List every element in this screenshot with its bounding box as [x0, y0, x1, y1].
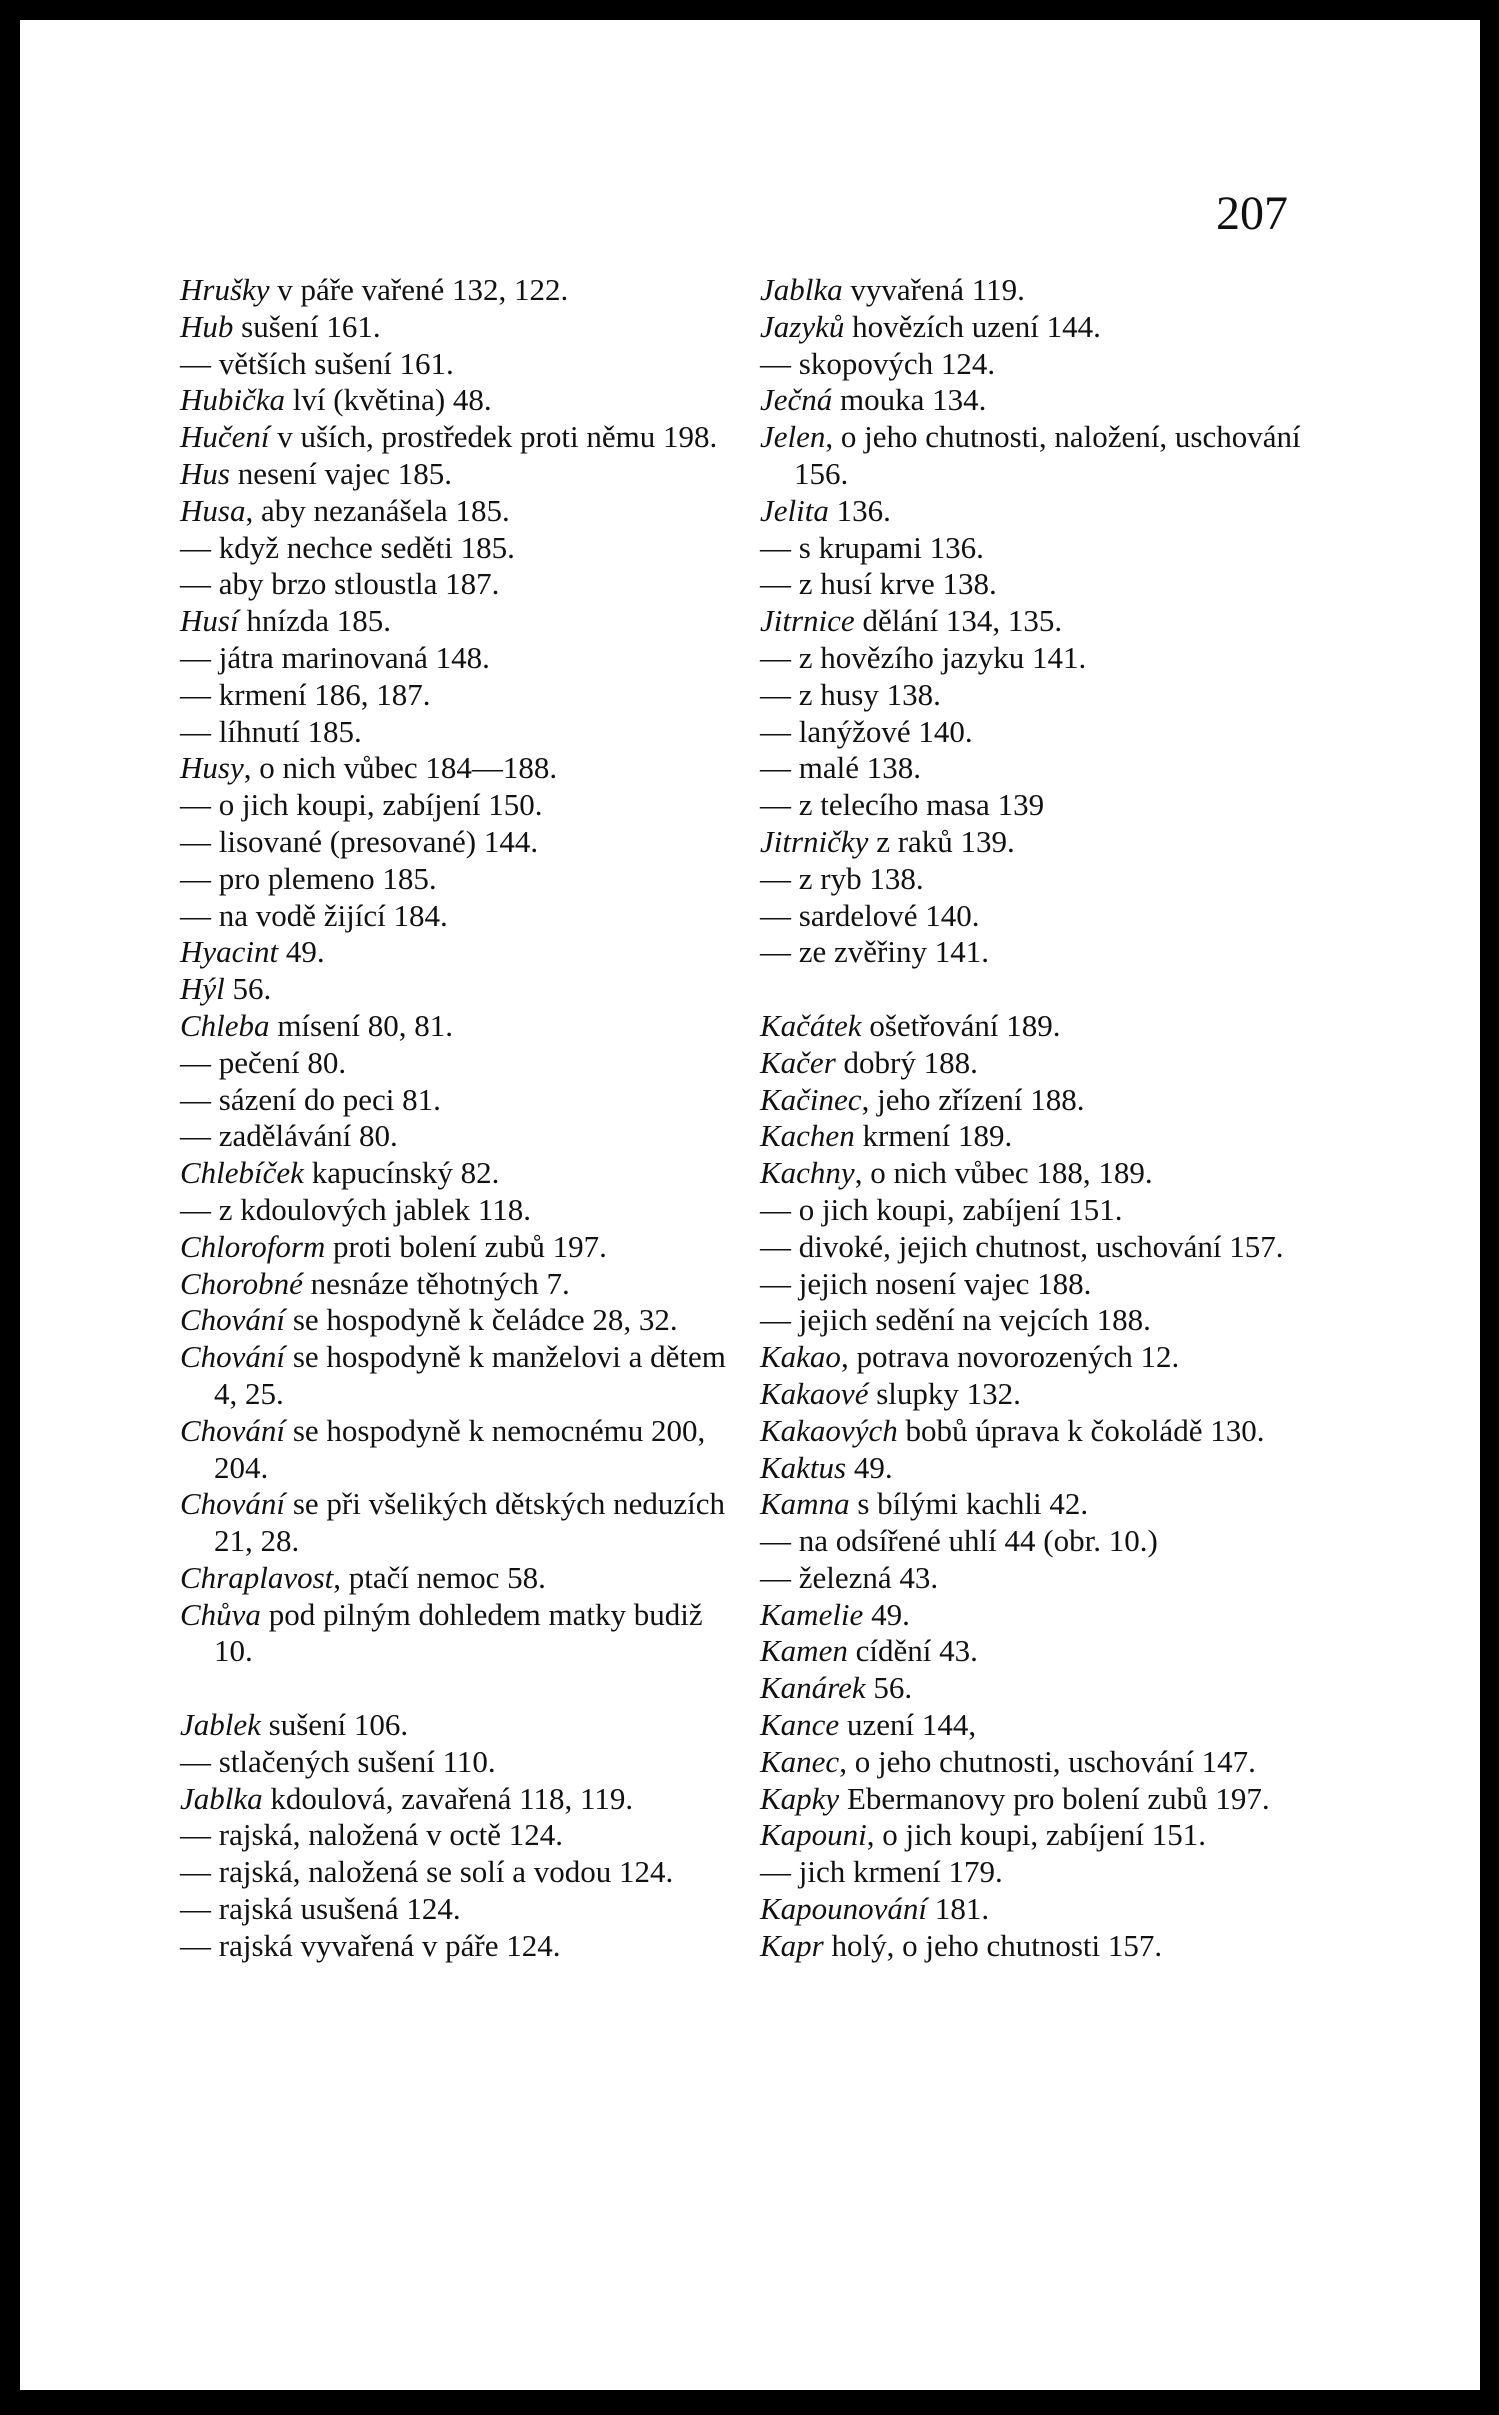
index-entry	[760, 824, 1320, 861]
index-entry-text: , o nich vůbec 184—188.	[243, 750, 558, 786]
index-entry-text: se při všelikých dětských neduzích 21, 28.	[214, 1486, 725, 1559]
index-entry	[760, 898, 1320, 935]
index-entry	[180, 1229, 740, 1266]
index-entry	[760, 1523, 1320, 1560]
index-entry	[180, 1928, 740, 1965]
index-entry	[180, 1266, 740, 1303]
index-entry	[760, 1670, 1320, 1707]
index-entry	[760, 1781, 1320, 1818]
index-entry-text: holý, o jeho chutnosti 157.	[823, 1927, 1163, 1963]
index-entry-headword: Hýl	[180, 971, 225, 1007]
index-entry-text: — o jich koupi, zabíjení 151.	[760, 1191, 1123, 1227]
index-entry-text: mísení 80, 81.	[269, 1007, 453, 1043]
index-entry-headword: Kačátek	[760, 1007, 862, 1043]
index-entry-text: — na odsířené uhlí 44 (obr. 10.)	[760, 1523, 1158, 1559]
index-entry	[760, 1744, 1320, 1781]
index-entry-text: , ptačí nemoc 58.	[333, 1559, 546, 1595]
index-entry-text: — divoké, jejich chutnost, uschování 157.	[760, 1228, 1284, 1264]
index-entry-headword: Kačer	[760, 1044, 836, 1080]
index-entry-text: 181.	[927, 1891, 990, 1927]
index-entry	[760, 1928, 1320, 1965]
index-entry-text: 49.	[863, 1596, 910, 1632]
index-entry	[760, 603, 1320, 640]
index-entry-text: vyvařená 119.	[842, 272, 1025, 307]
index-entry-text: — o jich koupi, zabíjení 150.	[180, 787, 543, 823]
index-entry-text: ošetřování 189.	[861, 1007, 1061, 1043]
index-entry-text: krmení 189.	[854, 1118, 1013, 1154]
index-entry	[180, 861, 740, 898]
index-entry-headword: Chraplavost	[180, 1559, 334, 1595]
index-entry-text: pod pilným dohledem matky budiž 10.	[214, 1596, 703, 1669]
index-entry-text: — rajská vyvařená v páře 124.	[180, 1927, 561, 1963]
index-entry	[760, 1339, 1320, 1376]
index-entry-headword: Chloroform	[180, 1228, 326, 1264]
index-entry	[180, 309, 740, 346]
index-entry	[760, 1082, 1320, 1119]
index-entry-text: — jich krmení 179.	[760, 1854, 1003, 1890]
index-entry	[760, 272, 1320, 309]
index-entry	[760, 1008, 1320, 1045]
index-entry-text: Ebermanovy pro bolení zubů 197.	[839, 1780, 1270, 1816]
index-entry	[760, 861, 1320, 898]
index-entry	[760, 1707, 1320, 1744]
index-entry-text: — z ryb 138.	[760, 860, 924, 896]
index-entry-headword: Chování	[180, 1412, 286, 1448]
index-entry-text: lví (květina) 48.	[285, 382, 492, 418]
index-entry	[180, 1817, 740, 1854]
index-entry	[180, 493, 740, 530]
index-entry-text: dělání 134, 135.	[854, 603, 1063, 639]
index-entry-text: — na vodě žijící 184.	[180, 897, 448, 933]
index-entry-text: , o jeho chutnosti, uschování 147.	[839, 1743, 1256, 1779]
index-entry-headword: Chování	[180, 1302, 286, 1338]
index-entry-headword: Hub	[180, 308, 234, 344]
index-entry	[180, 1082, 740, 1119]
index-entry-headword: Hrušky	[180, 272, 270, 307]
index-entry-text: 56.	[865, 1670, 913, 1706]
book-page	[20, 20, 1480, 2390]
index-entry	[180, 1155, 740, 1192]
index-entry-text: slupky 132.	[868, 1375, 1021, 1411]
index-entry-text: se hospodyně k manželovi a dětem 4, 25.	[214, 1339, 726, 1411]
index-entry	[180, 1854, 740, 1891]
index-entry-text: , potrava novorozených 12.	[840, 1339, 1180, 1375]
index-entry	[760, 419, 1320, 493]
index-entry	[180, 787, 740, 824]
index-entry-headword: Kachny	[760, 1155, 855, 1191]
index-entry	[180, 1781, 740, 1818]
index-entry-text: z raků 139.	[868, 823, 1015, 859]
index-entry-text: 136.	[828, 492, 891, 528]
index-entry-text: — větších sušení 161.	[180, 345, 454, 381]
index-entry-text: cídění 43.	[847, 1633, 978, 1669]
index-entry-headword: Husí	[180, 603, 239, 639]
index-entry	[180, 1192, 740, 1229]
index-entry-text: hnízda 185.	[238, 603, 391, 639]
index-entry-headword: Kance	[760, 1707, 840, 1743]
index-entry	[760, 1413, 1320, 1450]
index-entry-headword: Kanárek	[760, 1670, 866, 1706]
index-entry-text: , o jich koupi, zabíjení 151.	[866, 1817, 1207, 1853]
index-entry-headword: Kapky	[760, 1780, 840, 1816]
index-entry-text: dobrý 188.	[835, 1044, 978, 1080]
index-entry-headword: Kachen	[760, 1118, 855, 1154]
index-entry-headword: Kamna	[760, 1486, 850, 1522]
index-entry-headword: Jablka	[180, 1780, 263, 1816]
index-entry-text: mouka 134.	[832, 382, 987, 418]
index-entry-headword: Kanec	[760, 1743, 840, 1779]
index-entry	[760, 1376, 1320, 1413]
index-entry-text: , o nich vůbec 188, 189.	[854, 1155, 1153, 1191]
index-entry-text: , jeho zřízení 188.	[861, 1081, 1085, 1117]
index-entry-headword: Chování	[180, 1339, 286, 1375]
index-entry	[180, 714, 740, 751]
index-entry	[180, 419, 740, 456]
index-entry	[760, 1192, 1320, 1229]
index-entry-text: — zadělávání 80.	[180, 1118, 398, 1154]
index-entry-text: — pro plemeno 185.	[180, 860, 437, 896]
index-entry-text: — sardelové 140.	[760, 897, 980, 933]
index-entry-text: bobů úprava k čokoládě 130.	[897, 1412, 1265, 1448]
index-entry-text: — z hovězího jazyku 141.	[760, 639, 1087, 675]
index-entry-text: 49.	[278, 934, 325, 970]
index-entry	[180, 1597, 740, 1671]
index-entry-text: uzení 144,	[839, 1707, 977, 1743]
index-entry-headword: Kapouni	[760, 1817, 867, 1853]
index-entry	[760, 1486, 1320, 1523]
index-entry	[760, 934, 1320, 971]
index-entry-text: se hospodyně k nemocnému 200, 204.	[214, 1412, 706, 1485]
index-entry-headword: Hubička	[180, 382, 286, 418]
index-entry	[760, 1633, 1320, 1670]
index-column-right	[760, 272, 1320, 1965]
index-entry-headword: Jitrnice	[760, 603, 855, 639]
index-entry-text: v uších, prostředek proti němu 198.	[269, 419, 718, 455]
index-entry-text: — z telecího masa 139	[760, 787, 1045, 823]
index-entry-text: — rajská, naložená v octě 124.	[180, 1817, 564, 1853]
index-entry	[180, 530, 740, 567]
index-entry-text: — játra marinovaná 148.	[180, 639, 490, 675]
index-entry	[760, 1891, 1320, 1928]
index-entry-text: — s krupami 136.	[760, 529, 984, 565]
index-entry	[760, 677, 1320, 714]
index-column-left	[180, 272, 740, 1965]
index-entry-headword: Chlebíček	[180, 1155, 304, 1191]
index-entry	[760, 1854, 1320, 1891]
index-entry	[180, 382, 740, 419]
index-entry	[760, 1118, 1320, 1155]
index-entry-headword: Hus	[180, 455, 230, 491]
index-entry-headword: Kamelie	[760, 1596, 864, 1632]
index-entry	[760, 1266, 1320, 1303]
index-entry-headword: Kaktus	[760, 1449, 847, 1485]
index-entry-headword: Ječná	[760, 382, 833, 418]
index-entry	[180, 1045, 740, 1082]
index-entry	[180, 1118, 740, 1155]
index-entry-text: , o jeho chutnosti, naložení, uschování 156.	[794, 419, 1301, 491]
index-entry-headword: Chování	[180, 1486, 286, 1522]
index-entry-text: sušení 161.	[233, 308, 381, 344]
index-entry-text: — ze zvěřiny 141.	[760, 934, 989, 970]
index-entry-headword: Jablek	[180, 1707, 261, 1743]
index-entry	[180, 1486, 740, 1560]
index-entry	[760, 714, 1320, 751]
index-entry-text: 56.	[224, 971, 272, 1007]
index-entry-text: — rajská, naložená se solí a vodou 124.	[180, 1854, 674, 1890]
index-entry	[180, 677, 740, 714]
index-entry-text: — z kdoulových jablek 118.	[180, 1191, 531, 1227]
index-entry	[180, 1891, 740, 1928]
index-entry-text: nesnáze těhotných 7.	[302, 1265, 570, 1301]
index-entry-text: — malé 138.	[760, 750, 921, 786]
index-entry	[180, 1339, 740, 1413]
index-entry-headword: Kakao	[760, 1339, 841, 1375]
index-entry	[180, 346, 740, 383]
index-entry-headword: Kapr	[760, 1927, 824, 1963]
index-entry-text: sušení 106.	[260, 1707, 409, 1743]
index-entry-text: — aby brzo stloustla 187.	[180, 566, 500, 602]
index-entry-text: — krmení 186, 187.	[180, 676, 431, 712]
index-entry	[760, 493, 1320, 530]
index-entry-text: — rajská usušená 124.	[180, 1891, 461, 1927]
index-entry	[180, 1707, 740, 1744]
index-entry-headword: Chůva	[180, 1596, 261, 1632]
index-entry-text: 49.	[846, 1449, 893, 1485]
index-entry	[760, 1229, 1320, 1266]
index-entry-headword: Jitrničky	[760, 823, 869, 859]
index-entry	[760, 530, 1320, 567]
index-entry	[760, 640, 1320, 677]
index-entry-text: s bílými kachli 42.	[849, 1486, 1089, 1522]
index-entry-headword: Jelen	[760, 419, 826, 455]
index-entry-text: — z husí krve 138.	[760, 566, 997, 602]
index-entry	[760, 1155, 1320, 1192]
index-entry-text: v páře vařené 132, 122.	[269, 272, 569, 307]
index-entry-text: se hospodyně k čeládce 28, 32.	[285, 1302, 678, 1338]
index-entry	[760, 346, 1320, 383]
index-entry-text: — z husy 138.	[760, 676, 941, 712]
index-entry	[760, 787, 1320, 824]
index-entry	[760, 382, 1320, 419]
index-entry	[180, 272, 740, 309]
index-entry	[760, 309, 1320, 346]
index-entry-text: nesení vajec 185.	[229, 455, 453, 491]
index-entry-text: , aby nezanášela 185.	[245, 492, 510, 528]
index-entry	[760, 1560, 1320, 1597]
index-entry	[180, 566, 740, 603]
index-entry	[180, 1744, 740, 1781]
index-entry-headword: Chleba	[180, 1007, 270, 1043]
index-entry	[760, 750, 1320, 787]
index-entry-headword: Kačinec	[760, 1081, 862, 1117]
index-entry-text: kapucínský 82.	[303, 1155, 500, 1191]
index-entry	[760, 1597, 1320, 1634]
index-entry	[180, 1008, 740, 1045]
index-entry-text: — jejich sedění na vejcích 188.	[760, 1302, 1151, 1338]
index-entry	[760, 1450, 1320, 1487]
index-entry-headword: Kakaových	[760, 1412, 898, 1448]
index-entry	[760, 1302, 1320, 1339]
index-entry-text: — jejich nosení vajec 188.	[760, 1265, 1092, 1301]
index-entry	[180, 603, 740, 640]
index-entry-text: — líhnutí 185.	[180, 713, 362, 749]
index-entry-headword: Jelita	[760, 492, 829, 528]
index-entry	[180, 750, 740, 787]
index-entry-headword: Kamen	[760, 1633, 848, 1669]
index-entry-headword: Kapounování	[760, 1891, 928, 1927]
index-entry-headword: Kakaové	[760, 1375, 869, 1411]
index-entry-text: — stlačených sušení 110.	[180, 1743, 496, 1779]
index-entry-text: — lisované (presované) 144.	[180, 823, 539, 859]
index-entry-text: — když nechce seděti 185.	[180, 529, 515, 565]
index-entry	[760, 1045, 1320, 1082]
index-entry	[180, 934, 740, 971]
index-entry-text: — sázení do peci 81.	[180, 1081, 441, 1117]
page-number: 207	[1216, 187, 1288, 240]
index-entry-headword: Husa	[180, 492, 246, 528]
index-entry	[760, 566, 1320, 603]
index-entry-headword: Hyacint	[180, 934, 279, 970]
index-entry	[180, 1560, 740, 1597]
index-entry	[180, 971, 740, 1008]
index-entry-headword: Jablka	[760, 272, 843, 307]
index-entry-text: — skopových 124.	[760, 345, 996, 381]
index-entry	[180, 824, 740, 861]
index-entry	[180, 456, 740, 493]
index-entry-text: — železná 43.	[760, 1559, 939, 1595]
index-entry	[180, 1413, 740, 1487]
index-entry-headword: Jazyků	[760, 308, 845, 344]
index-entry-text: — lanýžové 140.	[760, 713, 973, 749]
index-entry	[180, 1302, 740, 1339]
index-entry-text: hovězích uzení 144.	[844, 308, 1101, 344]
index-entry-text: kdoulová, zavařená 118, 119.	[262, 1780, 634, 1816]
index-entry-text: — pečení 80.	[180, 1044, 347, 1080]
index-entry-headword: Husy	[180, 750, 244, 786]
index-entry-text: proti bolení zubů 197.	[325, 1228, 607, 1264]
index-entry	[180, 640, 740, 677]
index-entry	[180, 898, 740, 935]
index-entry-headword: Hučení	[180, 419, 270, 455]
index-entry	[760, 1817, 1320, 1854]
index-entry-headword: Chorobné	[180, 1265, 303, 1301]
